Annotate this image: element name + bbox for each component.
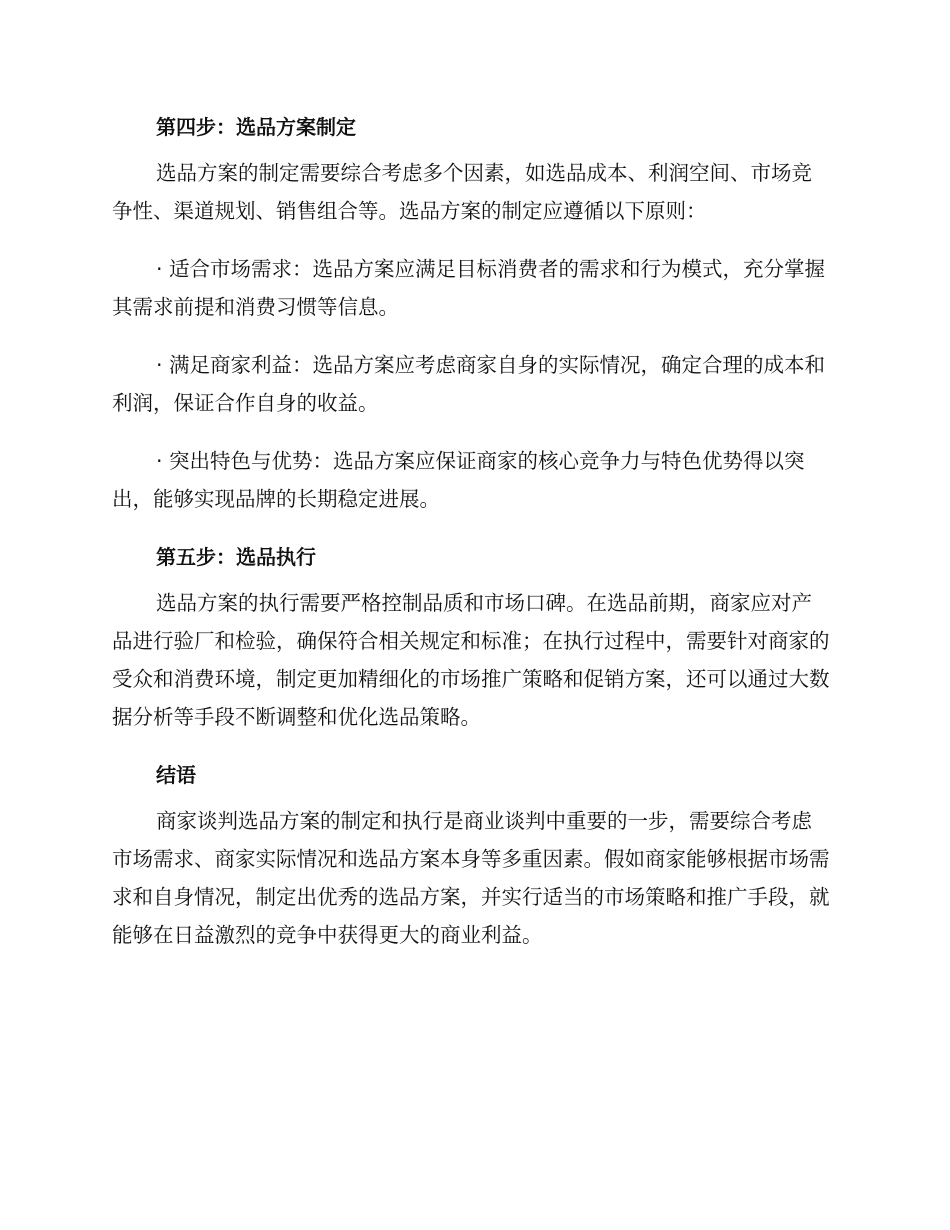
bullet-paragraph: · 突出特色与优势：选品方案应保证商家的核心竞争力与特色优势得以突出，能够实现品牌的长期稳定进展。 [112,449,805,511]
paragraph: 选品方案的制定需要综合考虑多个因素，如选品成本、利润空间、市场竞争性、渠道规划、销售组合等。选品方案的制定应遵循以下原则： [112,161,812,223]
bullet-paragraph: · 满足商家利益：选品方案应考虑商家自身的实际情况，确定合理的成本和利润，保证合作自身的收益。 [112,353,826,415]
bullet-paragraph: · 适合市场需求：选品方案应满足目标消费者的需求和行为模式，充分掌握其需求前提和消费习惯等信息。 [112,257,826,319]
section-heading-conclusion: 结语 [156,763,196,787]
section-heading-step-five: 第五步：选品执行 [156,545,316,569]
document-page [112,108,832,974]
paragraph: 选品方案的执行需要严格控制品质和市场口碑。在选品前期，商家应对产品进行验厂和检验，确保符合相关规定和标准；在执行过程中，需要针对商家的受众和消费环境，制定更加精细化的市场推广策略和促销方案，还可以通过大数据分析等手段不断调整和优化选品策略。 [112,591,830,729]
paragraph: 商家谈判选品方案的制定和执行是商业谈判中重要的一步，需要综合考虑市场需求、商家实际情况和选品方案本身等多重因素。假如商家能够根据市场需求和自身情况，制定出优秀的选品方案，并实行适当的市场策略和推广手段，就能够在日益激烈的竞争中获得更大的商业利益。 [112,809,830,947]
section-heading-step-four: 第四步：选品方案制定 [156,115,356,139]
